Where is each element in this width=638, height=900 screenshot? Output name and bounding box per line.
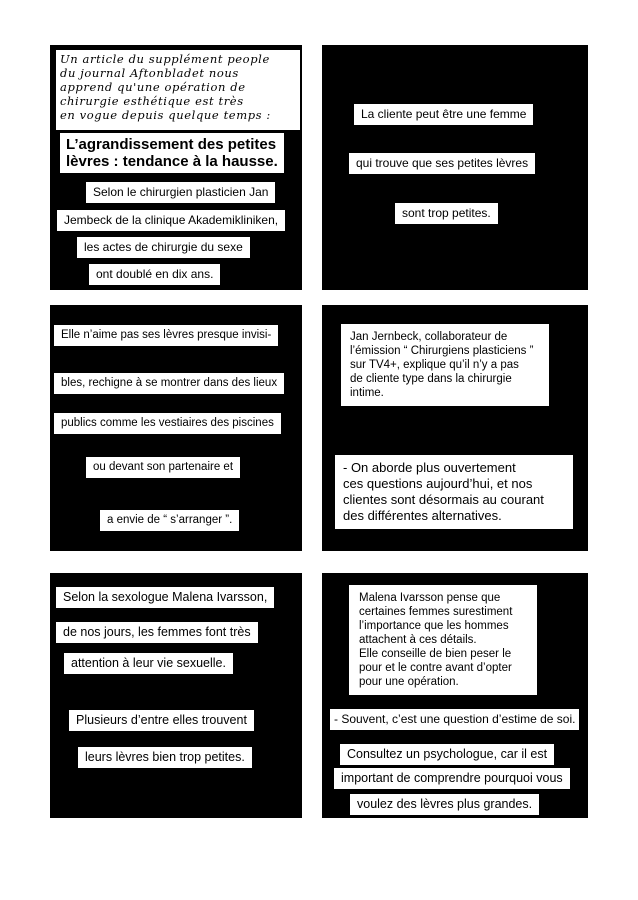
caption-box [349, 585, 537, 695]
caption-box [341, 324, 549, 406]
caption: Selon la sexologue Malena Ivarsson, [56, 587, 274, 608]
headline-line: L’agrandissement des petites [66, 136, 277, 153]
panel-5 [50, 573, 302, 818]
panel-6 [322, 573, 588, 818]
intro-narration-box [56, 50, 300, 130]
caption-line: intime. [350, 387, 384, 399]
caption-line: de cliente type dans la chirurgie [350, 373, 512, 385]
caption-box [335, 455, 573, 529]
panel-1 [50, 45, 302, 290]
caption-line: Elle conseille de bien peser le [359, 648, 512, 660]
caption: de nos jours, les femmes font très [56, 622, 258, 643]
caption-line: ces questions aujourd’hui, et nos [343, 476, 533, 491]
caption: leurs lèvres bien trop petites. [78, 747, 252, 768]
caption: ou devant son partenaire et [86, 457, 240, 478]
caption: Elle n’aime pas ses lèvres presque invisi- [54, 325, 278, 346]
caption: sont trop petites. [395, 203, 498, 224]
intro-line: du journal Aftonbladet nous [60, 66, 239, 80]
caption: Selon le chirurgien plasticien Jan [86, 182, 275, 203]
intro-line: Un article du supplément people [60, 52, 270, 66]
caption-line: Malena Ivarsson pense que [359, 592, 501, 604]
caption-line: des différentes alternatives. [343, 508, 502, 523]
caption: bles, rechigne à se montrer dans des lieux [54, 373, 284, 394]
caption: - Souvent, c’est une question d’estime de soi. [330, 709, 579, 730]
caption-line: clientes sont désormais au courant [343, 492, 544, 507]
caption: important de comprendre pourquoi vous [334, 768, 570, 789]
caption-line: attachent à ces détails. [359, 634, 477, 646]
panel-4 [322, 305, 588, 551]
caption-line: Jan Jernbeck, collaborateur de [350, 331, 508, 343]
caption-line: pour et le contre avant d’opter [359, 662, 512, 674]
caption: La cliente peut être une femme [354, 104, 533, 125]
panel-3 [50, 305, 302, 551]
intro-line: apprend qu'une opération de [60, 80, 246, 94]
caption: qui trouve que ses petites lèvres [349, 153, 535, 174]
caption-line: pour une opération. [359, 676, 459, 688]
caption: attention à leur vie sexuelle. [64, 653, 233, 674]
article-headline [60, 133, 284, 173]
caption: voulez des lèvres plus grandes. [350, 794, 539, 815]
caption-line: l’importance que les hommes [359, 620, 509, 632]
caption-line: - On aborde plus ouvertement [343, 460, 516, 475]
caption-line: certaines femmes surestiment [359, 606, 513, 618]
headline-line: lèvres : tendance à la hausse. [66, 153, 278, 170]
caption: Consultez un psychologue, car il est [340, 744, 554, 765]
caption-line: sur TV4+, explique qu’il n’y a pas [350, 359, 519, 371]
caption: les actes de chirurgie du sexe [77, 237, 250, 258]
intro-line: chirurgie esthétique est très [60, 94, 244, 108]
caption: Plusieurs d’entre elles trouvent [69, 710, 254, 731]
intro-line: en vogue depuis quelque temps : [60, 108, 271, 122]
caption-line: l’émission “ Chirurgiens plasticiens ” [350, 345, 534, 357]
caption: publics comme les vestiaires des piscines [54, 413, 281, 434]
panel-2 [322, 45, 588, 290]
caption: a envie de “ s’arranger ”. [100, 510, 239, 531]
caption: Jembeck de la clinique Akademikliniken, [57, 210, 285, 231]
caption: ont doublé en dix ans. [89, 264, 220, 285]
